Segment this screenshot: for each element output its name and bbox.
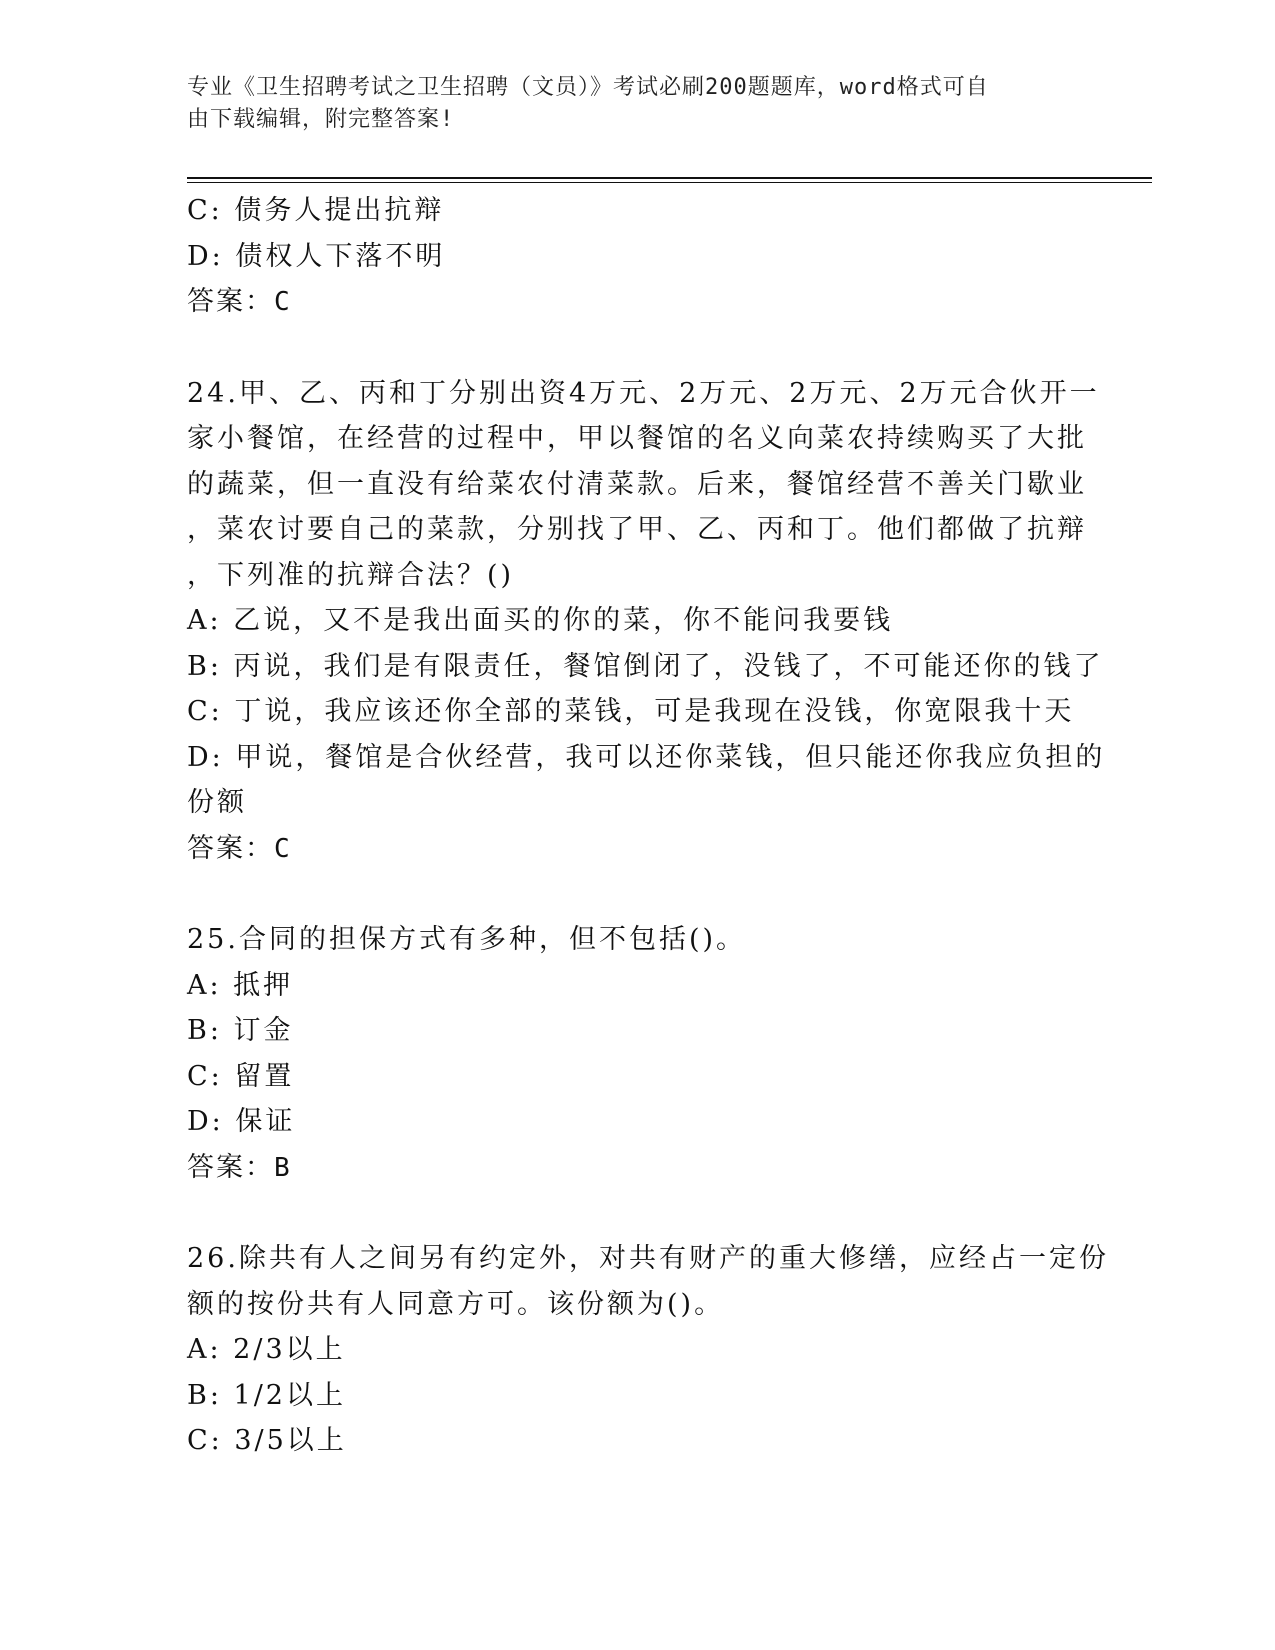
question-stem-line: 额的按份共有人同意方可。该份额为()。 (187, 1288, 725, 1320)
option-c: C: 留置 (187, 1060, 295, 1092)
answer-value: C (274, 287, 292, 317)
answer-line (187, 826, 1087, 873)
option-d: D: 甲说，餐馆是合伙经营，我可以还你菜钱，但只能还你我应负担的 (187, 741, 1106, 773)
spacer (187, 1191, 1087, 1236)
option-b: B: 订金 (187, 1015, 294, 1046)
header-divider (187, 177, 1152, 183)
answer-label: 答案： (187, 1151, 274, 1183)
option-d-continued: 份额 (187, 787, 247, 818)
question-stem-line: ，下列准的抗辩合法？() (187, 559, 515, 591)
option-a: A: 2/3以上 (187, 1334, 346, 1365)
question-24 (187, 371, 1106, 873)
spacer (187, 872, 1087, 917)
spacer (187, 326, 1087, 371)
document-body (187, 188, 1109, 1464)
header-line-2: 由下载编辑，附完整答案! (187, 107, 455, 132)
option-c: C: 债务人提出抗辩 (187, 195, 445, 226)
answer-value: B (274, 1152, 292, 1183)
answer-line (187, 1145, 1087, 1192)
option-a: A: 乙说，又不是我出面买的你的菜，你不能问我要钱 (187, 605, 894, 636)
answer-value: C (274, 833, 292, 864)
option-a: A: 抵押 (187, 969, 294, 1001)
option-c: C: 丁说，我应该还你全部的菜钱，可是我现在没钱，你宽限我十天 (187, 696, 1075, 727)
answer-label: 答案： (187, 832, 274, 864)
question-stem-line: 家小餐馆，在经营的过程中，甲以餐馆的名义向菜农持续购买了大批 (187, 423, 1087, 454)
question-stem-line: 的蔬菜，但一直没有给菜农付清菜款。后来，餐馆经营不善关门歇业 (187, 468, 1087, 500)
question-stem-line: 25.合同的担保方式有多种，但不包括()。 (187, 924, 747, 955)
option-d: D: 债权人下落不明 (187, 240, 446, 272)
question-25 (187, 917, 1087, 1191)
option-b: B: 1/2以上 (187, 1379, 346, 1411)
question-23-tail (187, 188, 1087, 326)
document-header (187, 72, 1067, 136)
answer-label: 答案： (187, 286, 274, 317)
option-c: C: 3/5以上 (187, 1425, 347, 1456)
question-stem-line: ，菜农讨要自己的菜款，分别找了甲、乙、丙和丁。他们都做了抗辩 (187, 514, 1087, 545)
answer-line (187, 279, 1087, 326)
question-stem-line: 26.除共有人之间另有约定外，对共有财产的重大修缮，应经占一定份 (187, 1243, 1109, 1274)
option-b: B: 丙说，我们是有限责任，餐馆倒闭了，没钱了，不可能还你的钱了 (187, 650, 1104, 682)
header-line-1: 专业《卫生招聘考试之卫生招聘（文员）》考试必刷200题题库，word格式可自 (187, 75, 989, 100)
option-d: D: 保证 (187, 1106, 296, 1137)
question-26 (187, 1236, 1109, 1464)
question-stem-line: 24.甲、乙、丙和丁分别出资4万元、2万元、2万元、2万元合伙开一 (187, 377, 1100, 409)
